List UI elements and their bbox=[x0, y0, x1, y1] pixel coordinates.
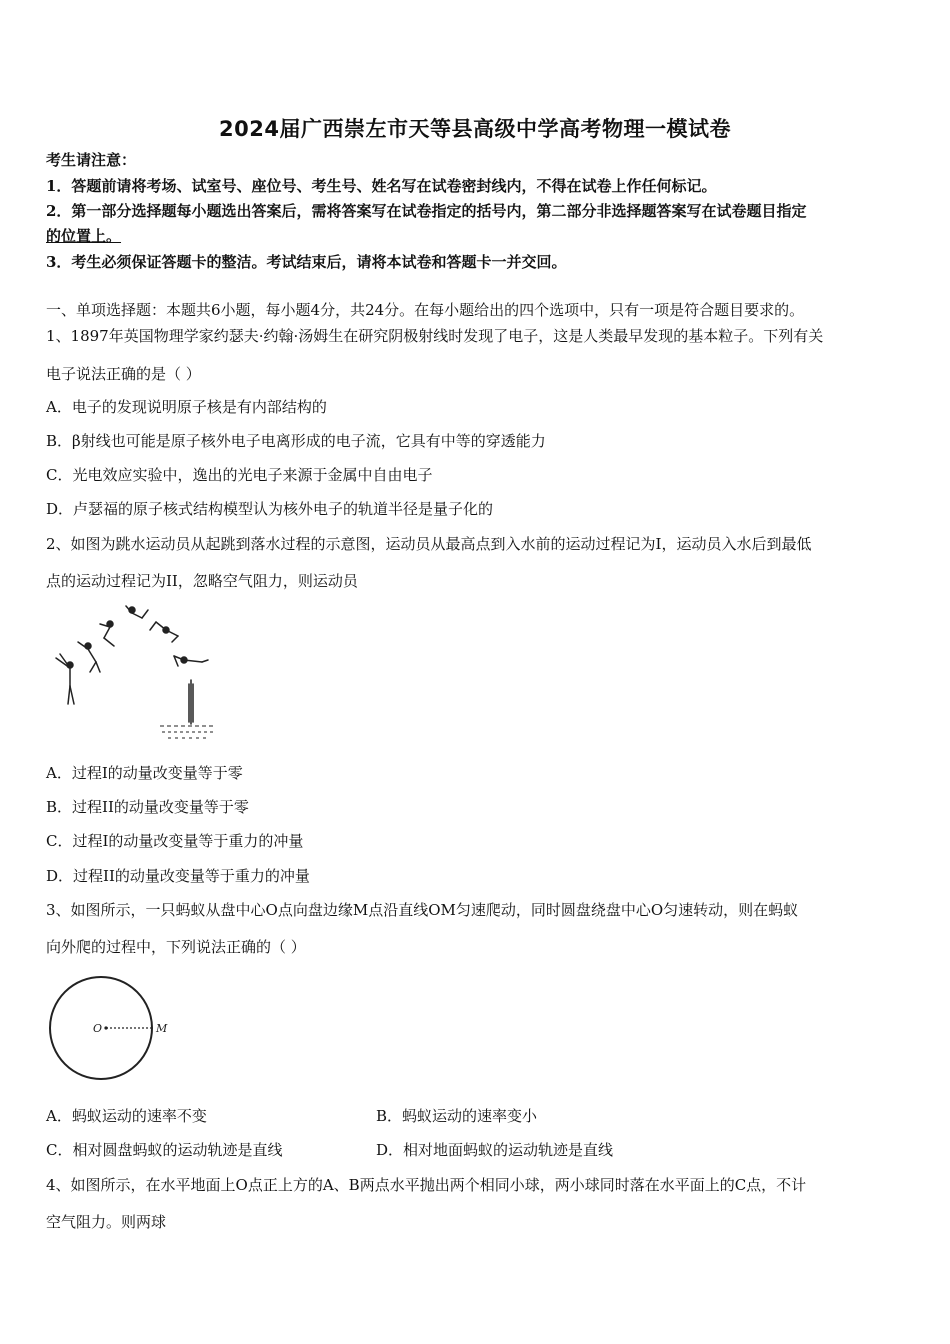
question-2-option-c: C．过程I的动量改变量等于重力的冲量 bbox=[46, 832, 304, 850]
section-heading: 一、单项选择题：本题共6小题，每小题4分，共24分。在每小题给出的四个选项中，只有一项是符合题目要求的。 bbox=[46, 301, 805, 319]
center-point bbox=[104, 1026, 107, 1029]
diver-figure bbox=[48, 602, 220, 748]
question-2-option-b: B．过程II的动量改变量等于零 bbox=[46, 798, 249, 816]
question-1-stem: 电子说法正确的是（ ） bbox=[46, 365, 201, 383]
diver-pose-pike bbox=[100, 621, 114, 646]
question-3-stem: 向外爬的过程中，下列说法正确的（ ） bbox=[46, 938, 306, 956]
diver-pose-rising bbox=[78, 642, 100, 672]
question-2-option-d: D．过程II的动量改变量等于重力的冲量 bbox=[46, 867, 310, 885]
notice-heading: 考生请注意： bbox=[46, 151, 137, 169]
question-3-option-b: B．蚂蚁运动的速率变小 bbox=[376, 1107, 538, 1125]
center-label: O bbox=[93, 1022, 103, 1035]
edge-label: M bbox=[156, 1022, 168, 1035]
notice-item: 的位置上。 bbox=[46, 227, 122, 245]
notice-item: 1．答题前请将考场、试室号、座位号、考生号、姓名写在试卷密封线内，不得在试卷上作任何标记。 bbox=[46, 177, 717, 195]
question-3-stem: 3、如图所示，一只蚂蚁从盘中心O点向盘边缘M点沿直线OM匀速爬动，同时圆盘绕盘中心O匀速转动，则在蚂蚁 bbox=[46, 901, 799, 919]
question-4-stem: 空气阻力。则两球 bbox=[46, 1213, 167, 1231]
question-3-option-a: A．蚂蚁运动的速率不变 bbox=[46, 1107, 207, 1125]
question-1-option-d: D．卢瑟福的原子核式结构模型认为核外电子的轨道半径是量子化的 bbox=[46, 500, 494, 518]
question-2-stem: 2、如图为跳水运动员从起跳到落水过程的示意图，运动员从最高点到入水前的运动过程记为I，运动员入水后到最低 bbox=[46, 535, 812, 553]
diver-pose-horizontal bbox=[174, 656, 208, 666]
exam-title: 2024届广西崇左市天等县高级中学高考物理一模试卷 bbox=[219, 117, 731, 141]
notice-item: 2．第一部分选择题每小题选出答案后，需将答案写在试卷指定的括号内，第二部分非选择题答案写在试卷题目指定 bbox=[46, 202, 807, 220]
question-2-stem: 点的运动过程记为II，忽略空气阻力，则运动员 bbox=[46, 572, 358, 590]
question-4-stem: 4、如图所示，在水平地面上O点正上方的A、B两点水平抛出两个相同小球，两小球同时落在水平面上的C点，不计 bbox=[46, 1176, 807, 1194]
diver-pose-rotating bbox=[150, 622, 178, 642]
water-surface bbox=[160, 726, 216, 738]
question-1-stem: 1、1897年英国物理学家约瑟夫·约翰·汤姆生在研究阴极射线时发现了电子，这是人类最早发现的基本粒子。下列有关 bbox=[46, 327, 824, 345]
diver-pose-top bbox=[126, 606, 148, 618]
question-2-option-a: A．过程I的动量改变量等于零 bbox=[46, 764, 243, 782]
notice-item: 3．考生必须保证答题卡的整洁。考试结束后，请将本试卷和答题卡一并交回。 bbox=[46, 253, 567, 271]
question-3-option-c: C．相对圆盘蚂蚁的运动轨迹是直线 bbox=[46, 1141, 283, 1159]
disc-figure bbox=[46, 973, 186, 1085]
question-3-option-d: D．相对地面蚂蚁的运动轨迹是直线 bbox=[376, 1141, 614, 1159]
question-1-option-b: B．β射线也可能是原子核外电子电离形成的电子流，它具有中等的穿透能力 bbox=[46, 432, 546, 450]
question-1-option-c: C．光电效应实验中，逸出的光电子来源于金属中自由电子 bbox=[46, 466, 433, 484]
diver-pose-entry bbox=[189, 680, 193, 724]
question-1-option-a: A．电子的发现说明原子核是有内部结构的 bbox=[46, 398, 327, 416]
diver-pose-standing bbox=[56, 654, 74, 704]
